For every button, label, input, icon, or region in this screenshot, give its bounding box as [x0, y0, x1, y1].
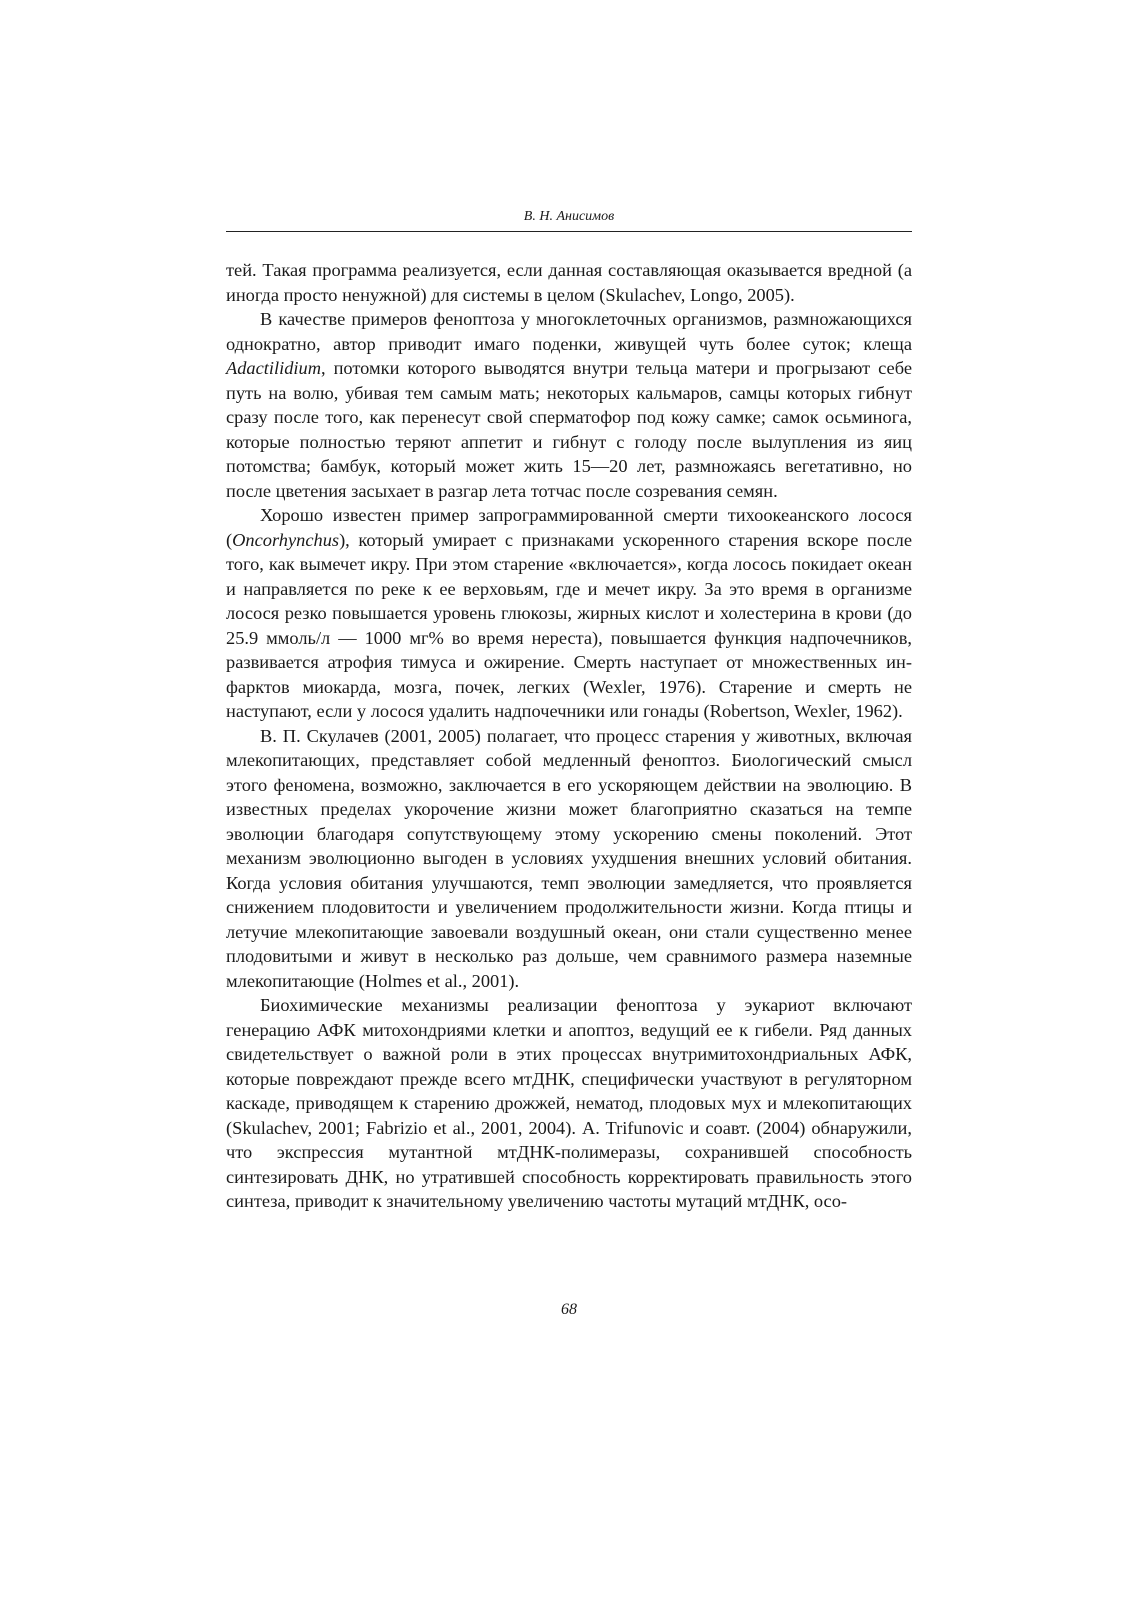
paragraph-text: В. П. Скулачев (2001, 2005) полагает, что процесс старения у животных, включая млекопитающих, представляет собой медленный феноптоз. Биологический смысл этого феномена, возможно, заключается в его ускоряющем действии на эволюцию. В известных пределах укорочение жизни может благоприятно сказаться на темпе эволюции благодаря сопутствующему этому ускорению смены поколений. Этот механизм эволюционно выгоден в условиях ухудшения внешних условий обитания. Когда условия обитания улучшаются, темп эволюции замедляется, что проявляется снижением плодовитости и увеличением продолжительности жизни. Когда птицы и летучие млекопитающие завоевали воздушный океан, они стали существенно менее плодовитыми и живут в несколько раз дольше, чем сравнимого размера наземные млекопитающие (Holmes et al., 2001).: [226, 725, 912, 991]
paragraph-text: Хорошо известен пример запрограммированной смерти тихоокеанского лосося (: [226, 505, 912, 550]
paragraph-4: [226, 724, 912, 994]
paragraph-5: [226, 993, 912, 1214]
italic-species-name: Adactilidium: [226, 358, 322, 378]
italic-genus-name: Oncorhynchus: [232, 529, 340, 550]
body-text: [226, 258, 912, 1214]
paragraph-text: ), который умирает с признаками ускоренного старения вскоре после того, как вымечет икру. При этом старение «включается», когда лосось покидает океан и направляется по реке к ее верховьям, где и мечет икру. За это время в организме лосося резко повышается уровень глюкозы, жирных кислот и холестерина в крови (до 25.9 ммоль/л — 1000 мг% во время нереста), повышается функция надпочечников, развивается атрофия тимуса и ожирение. Смерть наступает от множественных инфарктов миокарда, мозга, почек, легких (Wexler, 1976). Старение и смерть не наступают, если у лосося удалить надпочечники или гонады (Robertson, Wexler, 1962).: [226, 529, 912, 721]
paragraph-text: тей. Такая программа реализуется, если данная составляющая оказывается вредной (а иногда просто ненужной) для системы в целом (Skulachev, Longo, 2005).: [226, 260, 912, 305]
paragraph-text: В качестве примеров феноптоза у многоклеточных организмов, размножающихся однократно, автор приводит имаго поденки, живущей чуть более суток; клеща: [226, 309, 912, 354]
paragraph-2: [226, 307, 912, 503]
paragraph-text: , потомки которого выводятся внутри тельца матери и прогрызают себе путь на волю, убивая тем самым мать; некоторых кальмаров, самцы которых гибнут сразу после того, как перенесут свой сперматофор под кожу самке; самок осьминога, которые полностью теряют аппетит и гибнут с голоду после вылупления из яиц потомства; бамбук, который может жить 15—20 лет, размножаясь вегетативно, но после цветения засыхает в разгар лета тотчас после созревания семян.: [226, 358, 912, 501]
paragraph-text: Биохимические механизмы реализации феноптоза у эукариот включают генерацию АФК митохондриями клетки и апоптоз, ведущий ее к гибели. Ряд данных свидетельствует о важной роли в этих процессах внутримитохондриальных АФК, которые повреждают прежде всего мтДНК, специфически участвуют в регуляторном каскаде, приводящем к старению дрожжей, нематод, плодовых мух и млекопитающих (Skulachev, 2001; Fabrizio et al., 2001, 2004). A. Trifunovic и соавт. (2004) обнаружили, что экспрессия мутантной мтДНК-полимеразы, сохранившей способность синтезировать ДНК, но утратившей способность корректировать правильность этого синтеза, приводит к значительному увеличению частоты мутаций мтДНК, осо-: [226, 995, 912, 1211]
page-number: 68: [561, 1301, 577, 1318]
running-head: В. Н. Анисимов: [523, 209, 615, 224]
paragraph-1: [226, 258, 912, 307]
paragraph-3: [226, 503, 912, 724]
header-rule: [226, 231, 912, 232]
